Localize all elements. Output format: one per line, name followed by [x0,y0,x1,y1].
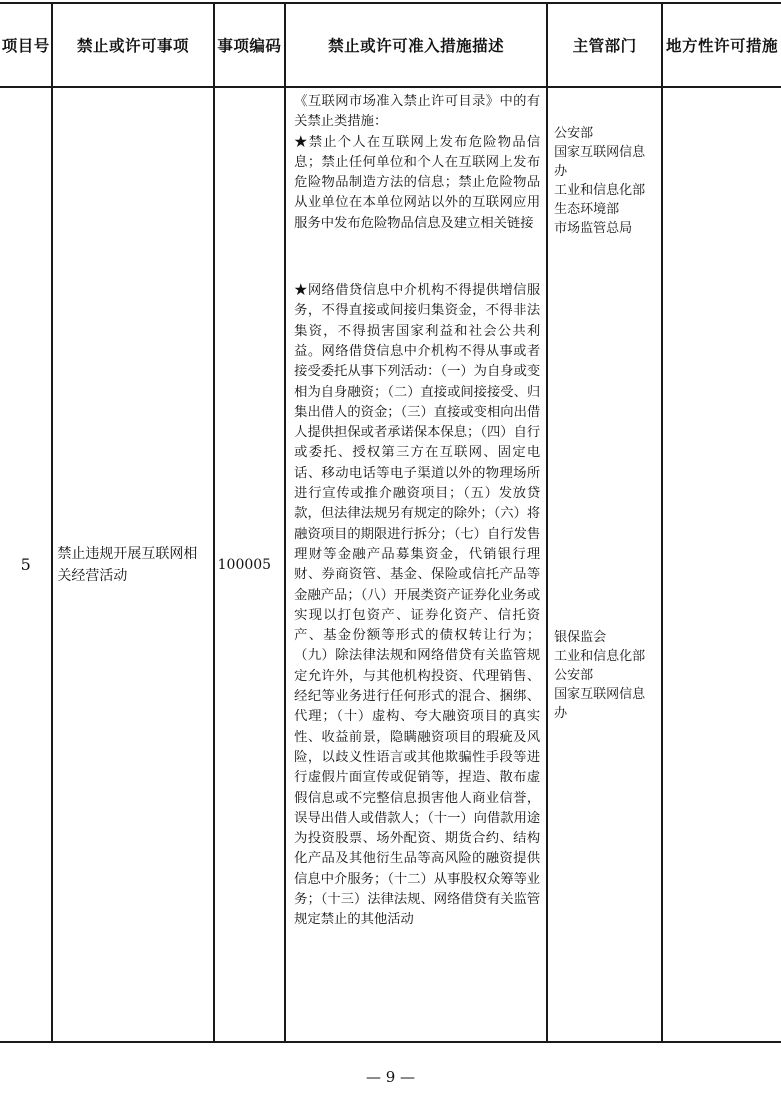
department-list [554,628,657,723]
negative-list-table [0,2,781,1043]
item-name-cell [52,87,213,1042]
row-number-cell [0,87,52,1042]
measure-dangerous-goods-text: ★禁止个人在互联网上发布危险物品信息；禁止任何单位和个人在互联网上发布危险物品制造方法的信息；禁止危险物品从业单位在本单位网站以外的互联网应用服务中发布危险物品信息及建立相关链接 [294,134,541,231]
item-code-cell [214,87,286,1042]
department-item: 公安部 [554,668,594,683]
row-number: 5 [20,555,31,574]
department-item: 生态环境部 [554,202,620,217]
department-list [554,124,657,238]
local-measures-cell [662,87,781,1042]
table-row [0,87,781,1042]
measure-description-cell [285,87,547,1042]
department-item: 国家互联网信息办 [554,687,646,721]
header-item-number: 项目号 [0,3,52,87]
item-code: 100005 [217,556,272,573]
measure-p2p-lending-text: ★网络借贷信息中介机构不得提供增信服务，不得直接或间接归集资金，不得非法集资，不得损害国家利益和社会公共利益。网络借贷信息中介机构不得从事或者接受委托从事下列活动：（一）为自身或变相为自身融资；（二）直接或间接接受、归集出借人的资金；（三）直接或变相向出借人提供担保或者承诺保本保息；（四）自行或委托、授权第三方在互联网、固定电话、移动电话等电子渠道以外的物理场所进行宣传或推介融资项目；（五）发放贷款，但法律法规另有规定的除外；（六）将融资项目的期限进行拆分；（七）自行发售理财等金融产品募集资金，代销银行理财、券商资管、基金、保险或信托产品等金融产品；（八）开展类资产证券化业务或实现以打包资产、证券化资产、信托资产、基金份额等形式的债权转让行为；（九）除法律法规和网络借贷有关监管规定允许外，与其他机构投资、代理销售、经纪等业务进行任何形式的混合、捆绑、代理；（十）虚构、夸大融资项目的真实性、收益前景，隐瞒融资项目的瑕疵及风险，以歧义性语言或其他欺骗性手段等进行虚假片面宣传或促销等，捏造、散布虚假信息或不完整信息损害他人商业信誉，误导出借人或借款人；（十一）向借款用途为投资股票、场外配资、期货合约、结构化产品及其他衍生品等高风险的融资提供信息中介服务；（十二）从事股权众筹等业务；（十三）法律法规、网络借贷有关监管规定禁止的其他活动 [294,283,541,928]
header-local-measures: 地方性许可措施 [662,3,781,87]
item-name: 禁止违规开展互联网相关经营活动 [57,545,198,584]
header-measure-description: 禁止或许可准入措施描述 [285,3,547,87]
page-number: — 9 — [365,1068,416,1086]
department-item: 工业和信息化部 [554,649,646,664]
department-item: 银保监会 [554,630,607,645]
header-item-code: 事项编码 [214,3,286,87]
department-item: 公安部 [554,126,594,141]
department-item: 市场监管总局 [554,221,633,236]
department-item: 国家互联网信息办 [554,145,646,179]
header-item-name: 禁止或许可事项 [52,3,213,87]
department-cell [547,87,662,1042]
measure-intro-text: 《互联网市场准入禁止许可目录》中的有关禁止类措施： [294,94,541,130]
department-item: 工业和信息化部 [554,183,646,198]
header-department: 主管部门 [547,3,662,87]
table-header-row [0,3,781,87]
